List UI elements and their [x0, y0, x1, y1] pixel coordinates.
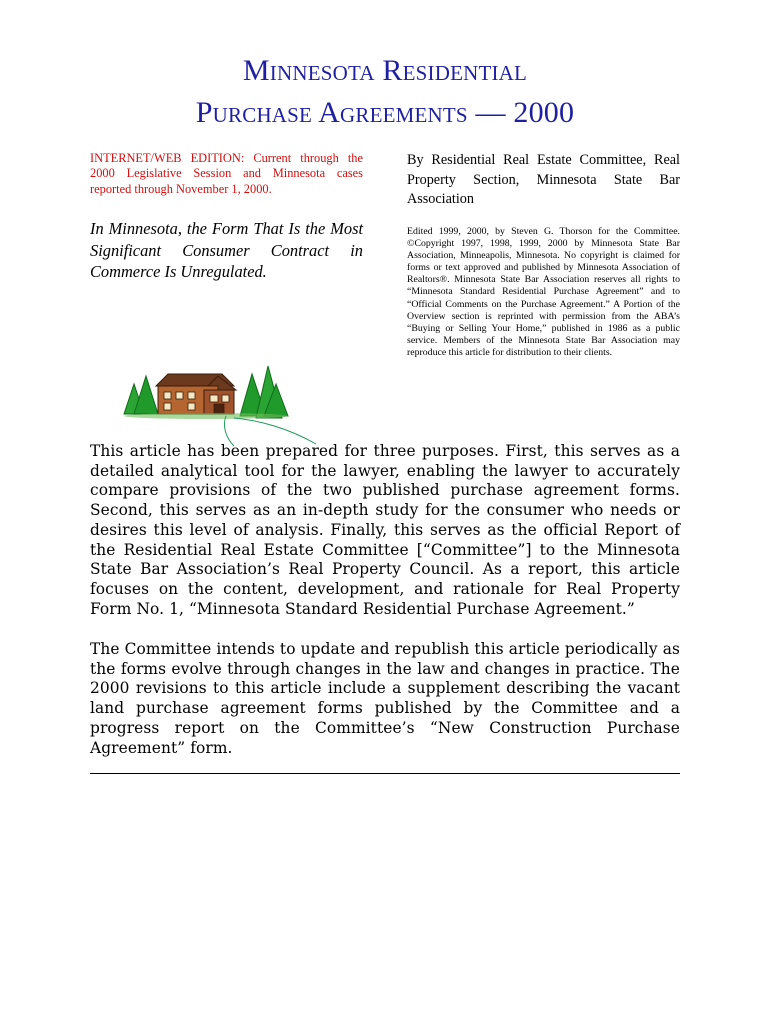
title-line-2: Purchase Agreements — 2000	[195, 96, 575, 129]
update-paragraph: The Committee intends to update and republish this article periodically as the forms evolve through changes in the law and changes in practice. The 2000 revisions to this article include a supplement describing the vacant land purchase agreement forms published by the Committee and a progress report on the Committee’s “New Construction Purchase Agreement” form.	[90, 640, 680, 757]
edition-note: INTERNET/WEB EDITION: Current through the 2000 Legislative Session and Minnesota cases reported through November 1, 2000.	[90, 151, 363, 196]
footnote-divider	[90, 773, 680, 774]
intro-paragraph: This article has been prepared for three purposes. First, this serves as a detailed analytical tool for the lawyer, enabling the lawyer to accurately compare provisions of the two published purchase agreement forms. Second, this serves as an in-depth study for the consumer who needs or desires this level of analysis. Finally, this serves as the official Report of the Residential Real Estate Committee [“Committee”] to the Minnesota State Bar Association’s Real Property Council. As a report, this article focuses on the content, development, and rationale for Real Property Form No. 1, “Minnesota Standard Residential Purchase Agreement.”	[90, 442, 680, 618]
pull-quote: In Minnesota, the Form That Is the Most Significant Consumer Contract in Commerce Is Unregulated.	[90, 219, 363, 281]
copyright-notice: Edited 1999, 2000, by Steven G. Thorson for the Committee. ©Copyright 1997, 1998, 1999, 2000 by Minnesota State Bar Association, Minneapolis, Minnesota. No copyright is claimed for forms or text approved and published by Minnesota Association of Realtors®. Minnesota State Bar Association reserves all rights to “Minnesota Standard Residential Purchase Agreement” and to “Official Comments on the Purchase Agreement.” A Portion of the Overview section is reprinted with permission from the ABA’s “Buying or Selling Your Home,” published in 1986 as a public service. Members of the Minnesota State Bar Association may reproduce this article for distribution to their clients.	[407, 226, 680, 358]
title-line-1: Minnesota Residential	[242, 54, 528, 87]
author-credit: By Residential Real Estate Committee, Real Property Section, Minnesota State Bar Association	[407, 152, 680, 207]
page-title	[0, 50, 770, 134]
